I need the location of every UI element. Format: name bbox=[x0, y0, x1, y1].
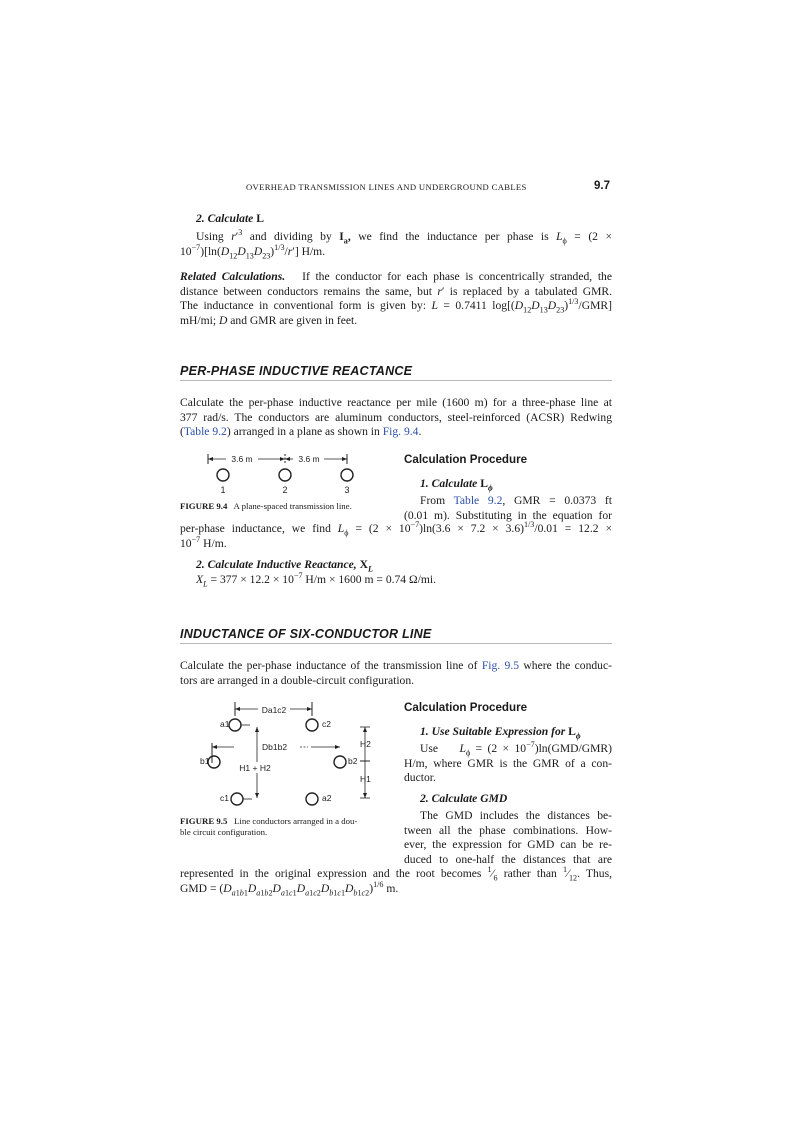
dim-label: 3.6 m bbox=[231, 454, 253, 464]
conductor-label: c2 bbox=[322, 719, 331, 729]
page-number: 9.7 bbox=[594, 180, 610, 192]
step-heading: 2. Calculate Inductive Reactance, $X_L$ bbox=[196, 558, 373, 574]
dim-label: Db1b2 bbox=[262, 742, 288, 752]
conductor-b1 bbox=[208, 756, 220, 768]
paragraph: The GMD includes the distances be- tween all the phase combinations. How- ever, the expression for GMD can be re- duced to one-half the distances that are bbox=[404, 809, 612, 866]
conductor-c2 bbox=[306, 719, 318, 731]
conductor-c1 bbox=[231, 793, 243, 805]
section-rule bbox=[180, 380, 612, 381]
link-table-9-2[interactable]: Table 9.2 bbox=[183, 425, 227, 439]
conductor-label: b2 bbox=[348, 756, 358, 766]
dim-label: H2 bbox=[360, 739, 371, 749]
conductor-a1 bbox=[229, 719, 241, 731]
link-fig-9-5[interactable]: Fig. 9.5 bbox=[481, 659, 520, 672]
step-heading: 2. Calculate L bbox=[196, 212, 264, 225]
figure-caption: FIGURE 9.4 A plane-spaced transmission line. bbox=[180, 501, 352, 511]
running-header: OVERHEAD TRANSMISSION LINES AND UNDERGROUND CABLES bbox=[246, 182, 527, 192]
step-heading: 2. Calculate GMD bbox=[420, 792, 508, 805]
step-heading: 1. Calculate $L_\phi$ bbox=[420, 477, 493, 493]
paragraph: From Table 9.2, GMR = 0.0373 ft (0.01 m). Substituting in the equation for bbox=[404, 494, 612, 522]
section-intro: Calculate the per-phase inductance of the transmission line of Fig. 9.5 where the conduc- tors are arranged in a double-circuit configuration. bbox=[180, 659, 612, 687]
conductor-b2 bbox=[334, 756, 346, 768]
calc-procedure-heading: Calculation Procedure bbox=[404, 701, 528, 714]
dim-label: H1 bbox=[360, 774, 371, 784]
link-table-9-2[interactable]: Table 9.2 bbox=[453, 494, 503, 507]
calc-procedure-heading: Calculation Procedure bbox=[404, 453, 528, 466]
figure-9-5-drawing bbox=[200, 700, 390, 810]
section-title: INDUCTANCE OF SIX-CONDUCTOR LINE bbox=[180, 627, 432, 641]
related-calculations: Related Calculations. If the conductor for each phase is concentrically stranded, the distance between conductors remains the same, but r′ is replaced by a tabulated GMR. The inductance in conventional form is given by: L = 0.7411 $\log[(D_{12}D_{13}D_{23})^{1/3}/GMR]$ mH/mi; D and GMR are given in feet. bbox=[180, 270, 613, 327]
figure-9-5 bbox=[200, 700, 390, 810]
dim-label: H1 + H2 bbox=[239, 763, 271, 773]
section-rule bbox=[180, 643, 612, 644]
conductor-2 bbox=[279, 469, 291, 481]
conductor-label: 2 bbox=[282, 485, 288, 495]
dim-label: 3.6 m bbox=[298, 454, 320, 464]
paragraph: Use $L_\phi = (2 \times 10^{-7})\ln(GMD/GMR)$ H/m, where GMR is the GMR of a con- ductor. bbox=[404, 740, 612, 785]
figure-9-4 bbox=[196, 450, 376, 496]
conductor-label: b1 bbox=[200, 756, 210, 766]
conductor-3 bbox=[341, 469, 353, 481]
paragraph: represented in the original expression and the root becomes $^1⁄_6$ rather than $^1⁄_{12}$. Thus, GMD = $(D_{a1b1}D_{a1b2}D_{a1c1}D_{a1c2}D_{b1c1}D_{b1c2})^{1/6}$ m. bbox=[180, 865, 612, 897]
figure-9-4-drawing bbox=[196, 450, 376, 496]
conductor-a2 bbox=[306, 793, 318, 805]
paragraph: per-phase inductance, we find $L_\phi = (2 \times 10^{-7})\ln(3.6 \times 7.2 \times 3.6)^{1/3}/0.01 = 12.2$ × $10^{-7}$ H/m. bbox=[180, 520, 612, 550]
conductor-label: 3 bbox=[344, 485, 350, 495]
section-title: PER-PHASE INDUCTIVE REACTANCE bbox=[180, 364, 413, 378]
step-heading: 1. Use Suitable Expression for $L_\phi$ bbox=[420, 725, 581, 741]
paragraph: Using $r'^3$ and dividing by $I_a$, we find the inductance per phase is $L_\phi = (2$ × $10^{-7})[\ln(D_{12}D_{13}D_{23})^{1/3}/r']$ H/m. bbox=[180, 228, 612, 260]
conductor-label: a2 bbox=[322, 793, 332, 803]
figure-caption: FIGURE 9.5 Line conductors arranged in a dou- ble circuit configuration. bbox=[180, 816, 358, 837]
section-intro: Calculate the per-phase inductive reactance per mile (1600 m) for a three-phase line at 377 rad/s. The conductors are aluminum conductors, steel-reinforced (ACSR) Redwing (Table 9.2) arranged in a plane as shown in Fig. 9.4. bbox=[180, 396, 612, 439]
conductor-label: c1 bbox=[220, 793, 229, 803]
link-fig-9-4[interactable]: Fig. 9.4 bbox=[382, 425, 419, 439]
dim-label: Da1c2 bbox=[261, 705, 287, 715]
equation: $X_L = 377 \times 12.2 \times 10^{-7}$ H/m × 1600 m = 0.74 Ω/mi. bbox=[196, 571, 436, 589]
conductor-label: 1 bbox=[220, 485, 226, 495]
conductor-label: a1 bbox=[220, 719, 230, 729]
conductor-1 bbox=[217, 469, 229, 481]
